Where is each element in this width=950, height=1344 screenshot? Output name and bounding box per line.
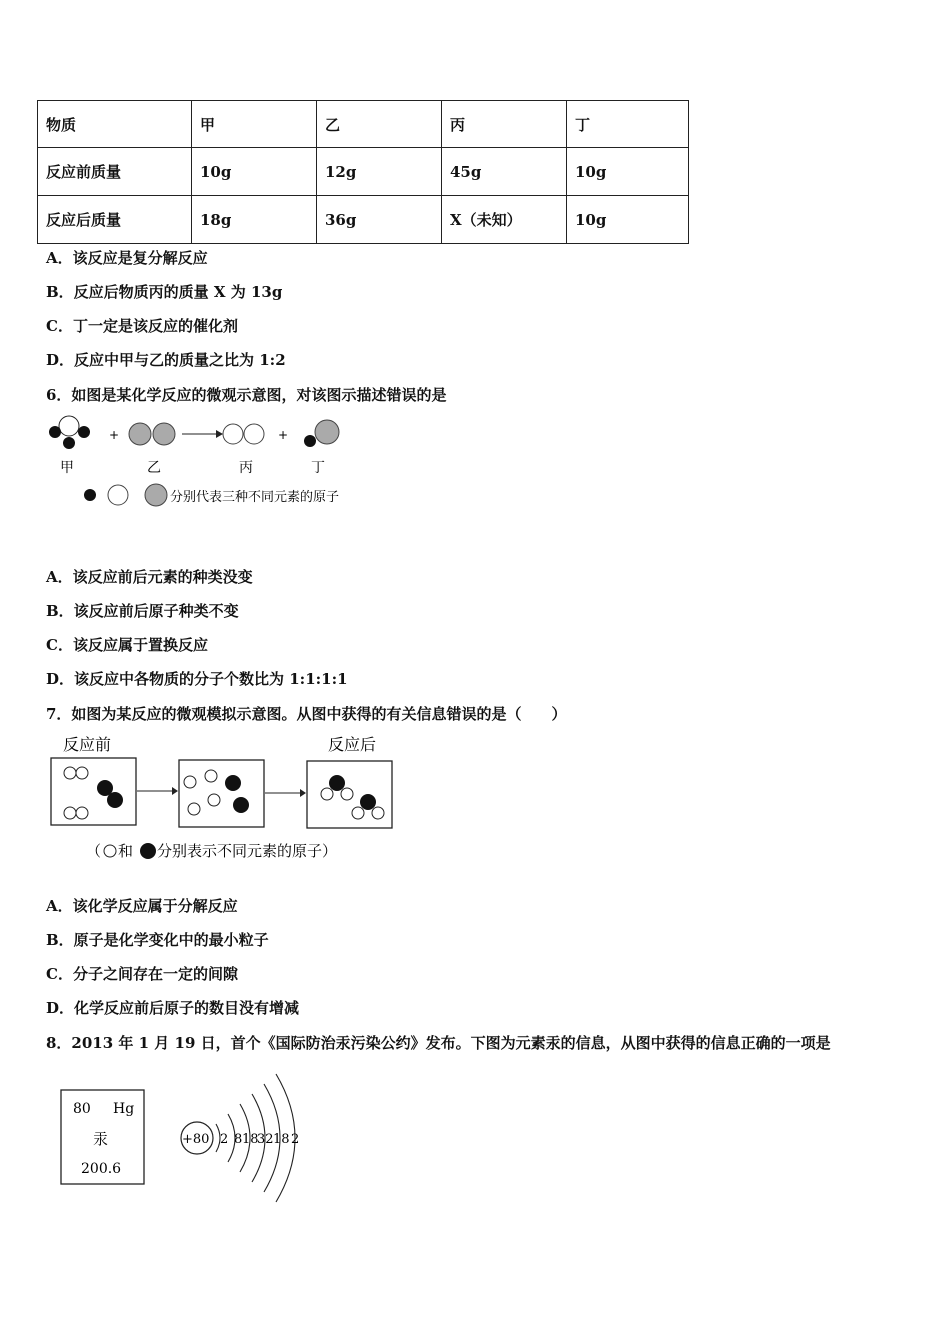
arrow-head bbox=[172, 787, 178, 795]
mass-table bbox=[37, 100, 689, 244]
label-ding: 丁 bbox=[311, 460, 325, 476]
legend-text: 分别代表三种不同元素的原子 bbox=[170, 490, 340, 505]
q6-option-a[interactable]: A．该反应前后元素的种类没变 bbox=[46, 568, 253, 586]
table-cell: 10g bbox=[192, 148, 317, 196]
label-jia: 甲 bbox=[60, 460, 74, 476]
table-cell: 45g bbox=[442, 148, 567, 196]
element-name: 汞 bbox=[93, 1130, 109, 1148]
table-cell: 甲 bbox=[192, 101, 317, 148]
table-cell: 丙 bbox=[442, 101, 567, 148]
q7-option-c[interactable]: C．分子之间存在一定的间隙 bbox=[46, 965, 238, 983]
q6-reaction-diagram bbox=[40, 412, 370, 512]
electron-count: 2 bbox=[291, 1132, 300, 1147]
q7-option-b[interactable]: B．原子是化学变化中的最小粒子 bbox=[46, 931, 269, 949]
molecule-ding bbox=[304, 420, 339, 447]
plus-sign: + bbox=[109, 428, 120, 442]
molecule-bing bbox=[223, 424, 264, 444]
q7-option-d[interactable]: D．化学反应前后原子的数目没有增减 bbox=[46, 999, 300, 1017]
label-bing: 丙 bbox=[239, 460, 253, 476]
q7-reaction-diagram bbox=[48, 728, 408, 868]
q6-option-b[interactable]: B．该反应前后原子种类不变 bbox=[46, 602, 239, 620]
electron-count: 18 bbox=[273, 1132, 290, 1147]
table-row bbox=[38, 196, 689, 244]
table-cell: 36g bbox=[317, 196, 442, 244]
before-label: 反应前 bbox=[63, 735, 112, 754]
molecule-yi bbox=[129, 423, 175, 445]
caption-black-atom bbox=[140, 843, 156, 859]
q6-option-c[interactable]: C．该反应属于置换反应 bbox=[46, 636, 208, 654]
nucleus-charge: +80 bbox=[182, 1132, 210, 1147]
q5-option-a[interactable]: A．该反应是复分解反应 bbox=[46, 249, 208, 267]
table-cell: 18g bbox=[192, 196, 317, 244]
q5-option-d[interactable]: D．反应中甲与乙的质量之比为 1:2 bbox=[46, 351, 286, 369]
caption-open: （ bbox=[86, 842, 102, 860]
middle-box bbox=[179, 760, 264, 827]
q5-option-c[interactable]: C．丁一定是该反应的催化剂 bbox=[46, 317, 238, 335]
q6-option-d[interactable]: D．该反应中各物质的分子个数比为 1:1:1:1 bbox=[46, 670, 348, 688]
caption-and: 和 bbox=[118, 842, 134, 860]
after-label: 反应后 bbox=[328, 735, 377, 754]
q6-stem: 6．如图是某化学反应的微观示意图，对该图示描述错误的是 bbox=[46, 386, 447, 404]
table-cell: 乙 bbox=[317, 101, 442, 148]
legend-black-atom bbox=[84, 489, 96, 501]
legend-white-atom bbox=[108, 485, 128, 505]
label-yi: 乙 bbox=[147, 460, 161, 476]
arrow-head bbox=[300, 789, 306, 797]
q8-element-diagram bbox=[58, 1070, 318, 1205]
table-cell: 反应后质量 bbox=[38, 196, 192, 244]
q7-stem: 7．如图为某反应的微观模拟示意图。从图中获得的有关信息错误的是（ ） bbox=[46, 705, 567, 723]
table-cell: 12g bbox=[317, 148, 442, 196]
electron-count: 18 bbox=[242, 1132, 259, 1147]
table-cell: 丁 bbox=[567, 101, 689, 148]
caption-rest: 分别表示不同元素的原子） bbox=[157, 842, 338, 860]
molecule-jia bbox=[49, 416, 90, 449]
table-cell: X（未知） bbox=[442, 196, 567, 244]
table-row bbox=[38, 148, 689, 196]
table-cell: 10g bbox=[567, 196, 689, 244]
before-box bbox=[51, 758, 136, 825]
electron-count: 32 bbox=[257, 1132, 274, 1147]
electron-count: 2 bbox=[220, 1132, 229, 1147]
table-header-row bbox=[38, 101, 689, 148]
caption-white-atom bbox=[104, 845, 116, 857]
table-cell: 物质 bbox=[38, 101, 192, 148]
plus-sign: + bbox=[278, 428, 289, 442]
element-symbol: Hg bbox=[113, 1101, 135, 1117]
table-cell: 反应前质量 bbox=[38, 148, 192, 196]
arrow-head bbox=[216, 430, 223, 438]
atomic-number: 80 bbox=[73, 1101, 91, 1117]
electron-count: 8 bbox=[234, 1132, 243, 1147]
atomic-mass: 200.6 bbox=[81, 1161, 122, 1177]
q8-stem: 8．2013 年 1 月 19 日，首个《国际防治汞污染公约》发布。下图为元素汞的信息，从图中获得的信息正确的一项是 bbox=[46, 1034, 831, 1052]
legend-gray-atom bbox=[145, 484, 167, 506]
q5-option-b[interactable]: B．反应后物质丙的质量 X 为 13g bbox=[46, 283, 283, 301]
q7-option-a[interactable]: A．该化学反应属于分解反应 bbox=[46, 897, 238, 915]
table-cell: 10g bbox=[567, 148, 689, 196]
